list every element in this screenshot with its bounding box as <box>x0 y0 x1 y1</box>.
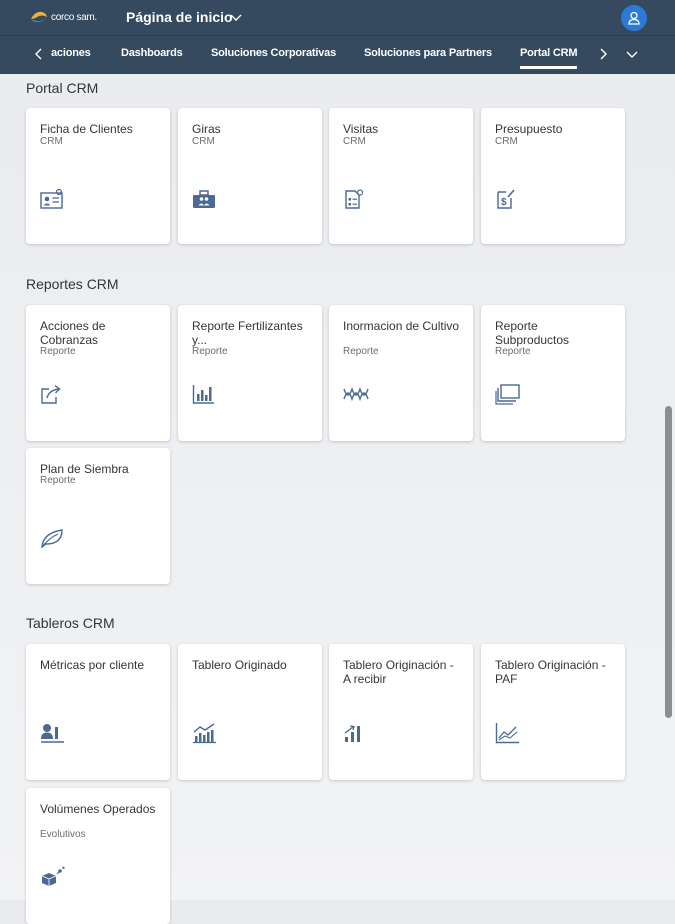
tile-subtitle: CRM <box>40 136 63 147</box>
tabs-overflow-chevron-icon[interactable] <box>626 49 638 59</box>
visit-form-icon <box>343 188 367 210</box>
tile-reporte-subproductos[interactable] <box>481 305 625 441</box>
tile-title: Visitas <box>343 122 379 136</box>
tile-subtitle: Reporte <box>40 346 76 357</box>
tile-tablero-originacion-paf[interactable] <box>481 644 625 780</box>
tile-subtitle: Reporte <box>495 346 531 357</box>
tile-subtitle: Reporte <box>192 346 228 357</box>
leaf-icon <box>40 527 66 549</box>
tile-title: Plan de Siembra <box>40 462 129 476</box>
tile-plan-siembra[interactable] <box>26 448 170 584</box>
tile-title: Reporte Fertilizantes y... <box>192 319 303 347</box>
box-spark-icon <box>40 866 66 888</box>
chevron-right-icon[interactable] <box>598 47 608 61</box>
tile-title: Acciones de Cobranzas <box>40 319 106 347</box>
tile-subtitle: CRM <box>343 136 366 147</box>
tab-soluciones-corporativas[interactable]: Soluciones Corporativas <box>211 47 336 59</box>
svg-text:$: $ <box>501 197 507 208</box>
user-icon <box>627 11 641 25</box>
section-title-portal-crm: Portal CRM <box>26 80 99 96</box>
tile-subtitle: Reporte <box>40 475 76 486</box>
customer-metrics-icon <box>40 722 66 744</box>
tile-tablero-originacion-recibir[interactable] <box>329 644 473 780</box>
tile-visitas[interactable] <box>329 108 473 244</box>
tile-metricas-cliente[interactable] <box>26 644 170 780</box>
shell-bar <box>0 0 675 35</box>
scrollbar-thumb[interactable] <box>665 406 672 718</box>
customer-card-icon <box>40 188 64 210</box>
tile-ficha-clientes[interactable] <box>26 108 170 244</box>
company-logo-icon <box>30 9 48 25</box>
budget-document-icon <box>495 188 519 210</box>
tile-subtitle: Evolutivos <box>40 829 86 840</box>
tile-subtitle: CRM <box>495 136 518 147</box>
tile-reporte-fertilizantes[interactable] <box>178 305 322 441</box>
user-avatar[interactable] <box>621 5 647 31</box>
section-title-tableros-crm: Tableros CRM <box>26 615 115 631</box>
logo-text: corco sam. <box>51 11 97 23</box>
tile-title: Reporte Subproductos <box>495 319 570 347</box>
tile-presupuesto[interactable] <box>481 108 625 244</box>
tile-title: Métricas por cliente <box>40 658 145 672</box>
section-title-reportes-crm: Reportes CRM <box>26 276 119 292</box>
tile-acciones-cobranzas[interactable] <box>26 305 170 441</box>
stacked-windows-icon <box>495 383 521 405</box>
chevron-down-icon[interactable] <box>230 12 242 22</box>
tile-title: Tablero Originación - A recibir <box>343 658 454 686</box>
trend-bars-icon <box>192 722 218 744</box>
chevron-left-icon[interactable] <box>34 47 44 61</box>
share-arrow-icon <box>40 383 64 405</box>
tile-tablero-originado[interactable] <box>178 644 322 780</box>
tab-portal-crm[interactable]: Portal CRM <box>520 47 577 69</box>
tile-title: Tablero Originado <box>192 658 287 672</box>
tab-bar <box>0 35 675 74</box>
tile-subtitle: CRM <box>192 136 215 147</box>
tile-title: Giras <box>192 122 221 136</box>
tile-title: Inormacion de Cultivo <box>343 319 460 333</box>
tile-title: Volúmenes Operados <box>40 802 156 816</box>
tile-title: Presupuesto <box>495 122 563 136</box>
tab-dashboards[interactable]: Dashboards <box>121 47 183 59</box>
company-logo[interactable] <box>30 9 97 25</box>
line-chart-icon <box>495 722 521 744</box>
dna-icon <box>343 383 369 405</box>
tile-title: Tablero Originación - PAF <box>495 658 606 686</box>
bar-chart-icon <box>192 383 216 405</box>
briefcase-team-icon <box>192 188 216 210</box>
tile-volumenes-operados[interactable] <box>26 788 170 924</box>
growth-bars-icon <box>343 722 369 744</box>
tile-title: Ficha de Clientes <box>40 122 133 136</box>
tab-aplicaciones[interactable]: aciones <box>51 47 91 59</box>
page-title[interactable]: Página de inicio <box>126 9 233 25</box>
tile-subtitle: Reporte <box>343 346 379 357</box>
tile-informacion-cultivo[interactable] <box>329 305 473 441</box>
tile-giras[interactable] <box>178 108 322 244</box>
tab-soluciones-partners[interactable]: Soluciones para Partners <box>364 47 492 59</box>
